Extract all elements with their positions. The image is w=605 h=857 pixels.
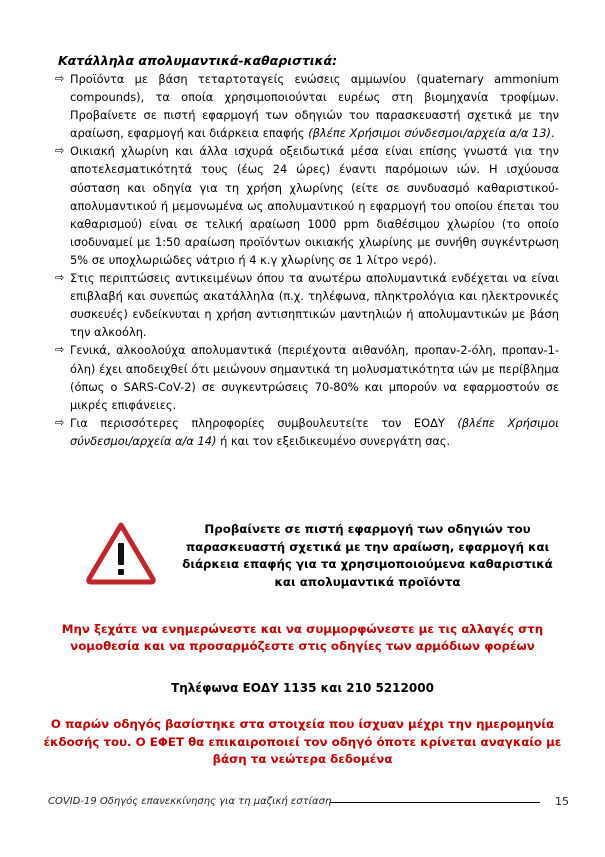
list-item xyxy=(55,142,559,269)
footer-divider xyxy=(330,802,540,803)
item-text: Οικιακή χλωρίνη και άλλα ισχυρά οξειδωτικά μέσα είναι επίσης γνωστά για την αποτελεσματικότητά τους (έως 24 ώρες) έναντι παρόμοιων ιών. Η ισχύουσα σύσταση και οδηγία για τη χρήση χλωρίνης (είτε σε συνδυασμό καθαριστικού-απολυμαντικού ή μεμονωμένα ως απολυμαντικού η εφαρμογή του οποίου έπεται του καθαρισμού) είναι σε τελική αραίωση 1000 ppm διαθέσιμου χλωρίου (το οποίο ισοδυναμεί με 1:50 αραίωση προϊόντων οικιακής χλωρίνης με συνήθη συγκέντρωση 5% σε υποχλωριώδες νάτριο ή 4 κ.γ χλωρίνης σε 1 λίτρο νερό). xyxy=(70,144,559,267)
footer-title: COVID-19 Οδηγός επανεκκίνησης για τη μαζική εστίαση xyxy=(48,796,332,807)
warning-triangle-icon xyxy=(85,521,157,585)
arrow-bullet-icon: ⇨ xyxy=(55,144,65,158)
arrow-bullet-icon: ⇨ xyxy=(55,271,65,285)
list-item xyxy=(55,414,559,450)
item-reference: (βλέπε Χρήσιμοι σύνδεσμοι/αρχεία α/α 14) xyxy=(70,415,559,448)
item-text-after: ή και τον εξειδικευμένο συνεργάτη σας. xyxy=(216,433,451,448)
page-number: 15 xyxy=(555,795,569,808)
disclaimer: Ο παρών οδηγός βασίστηκε στα στοιχεία που ίσχυαν μέχρι την ημερομηνία έκδοσής του. Ο ΕΦΕΤ θα επικαιροποιεί τον οδηγό όποτε κρίνεται αναγκαίο με βάση τα νεώτερα δεδομένα xyxy=(43,717,562,766)
arrow-bullet-icon: ⇨ xyxy=(55,72,65,85)
list-item xyxy=(55,341,559,413)
item-text: Στις περιπτώσεις αντικειμένων όπου τα ανωτέρω απολυμαντικά ενδέχεται να είναι επιβλαβή και συνεπώς ακατάλληλα (π.χ. τηλέφωνα, πληκτρολόγια και ηλεκτρονικές συσκευές) ενδείκνυται η χρήση αντισηπτικών μαντηλιών ή απολυμαντικών με βάση την αλκοόλη. xyxy=(70,271,559,340)
arrow-bullet-icon: ⇨ xyxy=(55,343,65,357)
item-reference: (βλέπε Χρήσιμοι σύνδεσμοι/αρχεία α/α 13) xyxy=(308,126,551,141)
item-text: Για περισσότερες πληροφορίες συμβουλευτείτε τον ΕΟΔΥ xyxy=(70,415,445,430)
section-heading: Κατάλληλα απολυμαντικά-καθαριστικά: xyxy=(58,53,338,68)
legislation-reminder: Μην ξεχάτε να ενημερώνεστε και να συμμορφώνεστε με τις αλλαγές στη νομοθεσία και να προσαρμόζεστε στις οδηγίες των αρμόδιων φορέων xyxy=(61,622,544,653)
warning-message: Προβαίνετε σε πιστή εφαρμογή των οδηγιών του παρασκευαστή σχετικά με την αραίωση, εφαρμογή και διάρκεια επαφής για τα χρησιμοποιούμενα καθαριστικά και απολυμαντικά προϊόντα xyxy=(182,522,553,589)
item-text: Προϊόντα με βάση τεταρτοταγείς ενώσεις αμμωνίου (quaternary ammonium compounds), τα οποία χρησιμοποιούνται ευρέως στη βιομηχανία τροφίμων. Προβαίνετε σε πιστή εφαρμογή των οδηγιών του παρασκευαστή σχετικά με την αραίωση, εφαρμογή και διάρκεια επαφής xyxy=(70,72,559,141)
phone-numbers: Τηλέφωνα ΕΟΔΥ 1135 και 210 5212000 xyxy=(171,681,434,695)
arrow-bullet-icon: ⇨ xyxy=(55,415,65,429)
list-item xyxy=(55,269,559,341)
disinfectant-list xyxy=(55,70,559,450)
list-item xyxy=(55,70,559,142)
item-text: Γενικά, αλκοολούχα απολυμαντικά (περιέχοντα αιθανόλη, προπαν-2-όλη, προπαν-1-όλη) έχει αποδειχθεί ότι μειώνουν σημαντικά τη μολυσματικότητα ιών με περίβλημα (όπως ο SARS-CoV-2) σε συγκεντρώσεις 70-80% και μπορούν να εφαρμοστούν σε μικρές επιφάνειες. xyxy=(70,343,559,412)
item-text-after: . xyxy=(550,126,555,141)
